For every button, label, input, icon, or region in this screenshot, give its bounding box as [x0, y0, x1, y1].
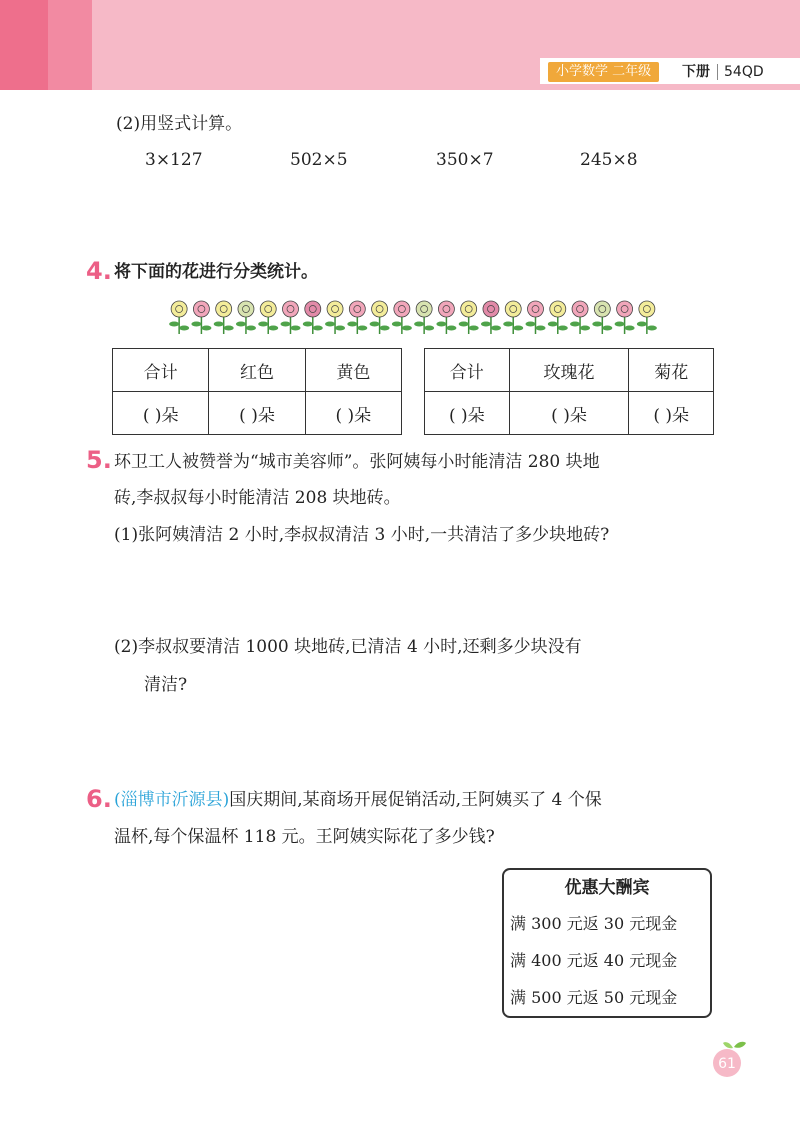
question-number: 6. — [86, 785, 112, 813]
flower-icon — [592, 301, 612, 334]
answer-cell[interactable]: ( )朵 — [425, 392, 510, 435]
flower-icon — [526, 301, 546, 334]
table-header: 玫瑰花 — [509, 349, 629, 392]
flower-icon — [459, 301, 479, 334]
table-header: 合计 — [113, 349, 209, 392]
flower-icon — [169, 301, 189, 334]
flower-icon — [347, 301, 367, 334]
page-number-badge — [708, 1039, 748, 1079]
promo-line: 满 300 元返 30 元现金 — [510, 914, 678, 933]
flower-icon — [325, 301, 345, 334]
header-stripe — [48, 0, 92, 90]
table-header: 合计 — [425, 349, 510, 392]
q3-part2-label: (2)用竖式计算。 — [116, 114, 243, 134]
flower-icon — [214, 301, 234, 334]
volume-label: 下册 — [682, 64, 710, 80]
leaf-icon — [734, 1042, 746, 1048]
flower-icon — [236, 301, 256, 334]
subject-badge: 小学数学 二年级 — [548, 62, 659, 82]
flower-icon — [503, 301, 523, 334]
type-count-table — [424, 348, 714, 435]
answer-cell[interactable]: ( )朵 — [305, 392, 401, 435]
flower-icon — [481, 301, 501, 334]
flower-icon — [436, 301, 456, 334]
q5-sub1: (1)张阿姨清洁 2 小时,李叔叔清洁 3 小时,一共清洁了多少块地砖? — [114, 525, 610, 545]
calc-expr: 502×5 — [290, 150, 348, 170]
flower-icon — [281, 301, 301, 334]
q6-line1 — [114, 788, 602, 812]
flower-icon — [548, 301, 568, 334]
promo-box — [502, 868, 712, 1018]
promo-title: 优惠大酬宾 — [564, 878, 650, 898]
header-divider — [717, 64, 718, 80]
page-header — [0, 0, 800, 90]
q6-line1-text: 国庆期间,某商场开展促销活动,王阿姨买了 4 个保 — [229, 790, 602, 810]
calc-expr: 350×7 — [436, 150, 494, 170]
header-stripe — [0, 0, 48, 90]
page-number: 61 — [718, 1056, 736, 1072]
table-header: 菊花 — [629, 349, 714, 392]
table-header: 红色 — [209, 349, 305, 392]
q5-sub2-line: (2)李叔叔要清洁 1000 块地砖,已清洁 4 小时,还剩多少块没有 — [114, 637, 582, 657]
calc-expr: 245×8 — [580, 150, 638, 170]
flower-icon — [191, 301, 211, 334]
question-number: 5. — [86, 446, 112, 474]
promo-line: 满 500 元返 50 元现金 — [510, 988, 678, 1007]
q4-text: 将下面的花进行分类统计。 — [114, 262, 318, 282]
flower-icon — [570, 301, 590, 334]
answer-cell[interactable]: ( )朵 — [629, 392, 714, 435]
flowers-illustration — [168, 300, 658, 336]
q5-sub2-line: 清洁? — [144, 675, 188, 695]
promo-line: 满 400 元返 40 元现金 — [510, 951, 678, 970]
flower-icon — [370, 301, 390, 334]
q5-text-line: 环卫工人被赞誉为“城市美容师”。张阿姨每小时能清洁 280 块地 — [114, 452, 600, 472]
color-count-table — [112, 348, 402, 435]
edition-code: 54QD — [724, 64, 764, 80]
answer-cell[interactable]: ( )朵 — [113, 392, 209, 435]
leaf-icon — [723, 1042, 733, 1048]
answer-cell[interactable]: ( )朵 — [209, 392, 305, 435]
flower-icon — [414, 301, 434, 334]
calc-expr: 3×127 — [145, 150, 203, 170]
table-header: 黄色 — [305, 349, 401, 392]
q6-line2: 温杯,每个保温杯 118 元。王阿姨实际花了多少钱? — [114, 827, 495, 847]
question-number: 4. — [86, 257, 112, 285]
flower-icon — [392, 301, 412, 334]
flower-icon — [637, 301, 657, 334]
flower-icon — [303, 301, 323, 334]
flower-icon — [615, 301, 635, 334]
flower-icon — [258, 301, 278, 334]
q5-text-line: 砖,李叔叔每小时能清洁 208 块地砖。 — [114, 488, 401, 508]
q6-source: (淄博市沂源县) — [114, 790, 230, 810]
answer-cell[interactable]: ( )朵 — [509, 392, 629, 435]
